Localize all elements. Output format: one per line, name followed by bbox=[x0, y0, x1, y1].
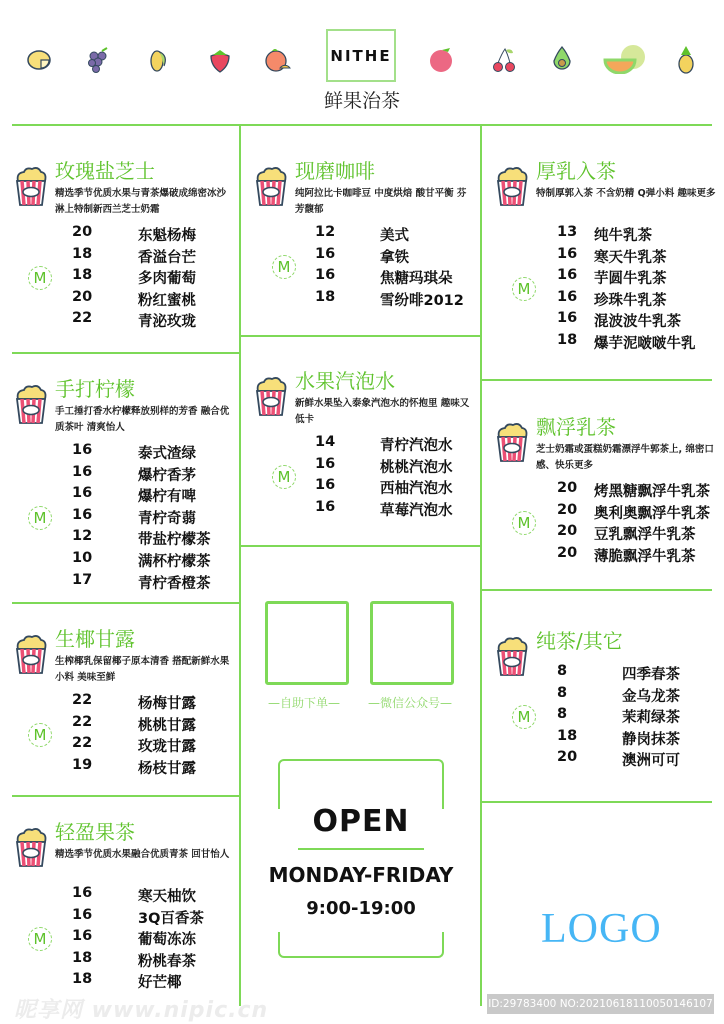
item-price: 16 bbox=[72, 485, 93, 502]
open-heading: OPEN bbox=[312, 804, 410, 839]
item-name: 草莓汽泡水 bbox=[380, 502, 453, 519]
item-name: 混波波牛乳茶 bbox=[594, 314, 681, 331]
item-price: 14 bbox=[315, 434, 336, 450]
section-description: 纯阿拉比卡咖啡豆 中度烘焙 酸甘平衡 芬芳馥郁 bbox=[295, 188, 467, 215]
section-description: 生榨椰乳保留椰子原本清香 搭配新鲜水果小料 美味至鲜 bbox=[55, 656, 230, 683]
item-name: 澳洲可可 bbox=[622, 753, 680, 770]
divider bbox=[12, 602, 240, 604]
item-price: 19 bbox=[72, 756, 93, 773]
divider bbox=[12, 352, 240, 354]
item-name: 青泌玫珑 bbox=[138, 314, 196, 331]
item-name: 珍珠牛乳茶 bbox=[594, 292, 667, 309]
item-price: 18 bbox=[315, 288, 336, 305]
shop-subtitle: 鲜果治茶 bbox=[323, 90, 400, 112]
item-price: 16 bbox=[315, 267, 336, 284]
popcorn-icon bbox=[14, 828, 48, 868]
item-price: 10 bbox=[72, 549, 93, 566]
self-order-label: —自助下单— bbox=[268, 696, 341, 710]
item-name: 美式 bbox=[380, 228, 409, 244]
item-price: 16 bbox=[557, 267, 578, 284]
item-price: 16 bbox=[315, 245, 336, 262]
item-price: 18 bbox=[72, 971, 93, 988]
item-price: 20 bbox=[557, 480, 578, 496]
section-title: 轻盈果茶 bbox=[55, 820, 135, 844]
item-price: 20 bbox=[557, 544, 578, 561]
pineapple-icon bbox=[673, 44, 699, 74]
section-title: 厚乳入茶 bbox=[536, 159, 616, 183]
divider bbox=[12, 795, 240, 797]
item-price: 18 bbox=[557, 727, 578, 744]
open-days: MONDAY-FRIDAY bbox=[268, 863, 454, 887]
item-name: 好芒椰 bbox=[138, 975, 182, 992]
item-name: 焦糖玛琪朵 bbox=[380, 271, 453, 288]
section-title: 手打柠檬 bbox=[55, 377, 135, 401]
item-price: 22 bbox=[72, 310, 93, 327]
logo-placeholder: LOGO bbox=[541, 906, 662, 952]
strawberry-icon bbox=[205, 44, 235, 74]
size-badge: M bbox=[272, 465, 296, 489]
item-name: 四季春茶 bbox=[622, 667, 680, 683]
item-name: 葡萄冻冻 bbox=[138, 932, 196, 949]
watermark-id: ID:29783400 NO:20210618110050146107 bbox=[487, 994, 714, 1014]
hours-frame bbox=[278, 759, 444, 959]
item-name: 拿铁 bbox=[380, 249, 409, 266]
item-price: 8 bbox=[557, 684, 568, 701]
item-price: 16 bbox=[72, 442, 93, 458]
item-price: 8 bbox=[557, 706, 568, 723]
item-price: 16 bbox=[557, 245, 578, 262]
lemon-icon bbox=[25, 44, 55, 74]
popcorn-icon bbox=[14, 635, 48, 675]
item-price: 18 bbox=[72, 267, 93, 284]
item-price: 18 bbox=[557, 331, 578, 348]
item-name: 杨枝甘露 bbox=[138, 760, 196, 777]
item-name: 桃桃汽泡水 bbox=[380, 459, 453, 476]
item-price: 22 bbox=[72, 713, 93, 730]
size-badge: M bbox=[512, 511, 536, 535]
section-title: 生椰甘露 bbox=[55, 627, 135, 651]
item-price: 18 bbox=[72, 245, 93, 262]
section-title: 纯茶/其它 bbox=[536, 629, 623, 653]
item-name: 带盐柠檬茶 bbox=[138, 532, 211, 549]
item-name: 多肉葡萄 bbox=[138, 271, 196, 288]
item-name: 爆芋泥啵啵牛乳 bbox=[594, 335, 696, 352]
watermark-site: 昵享网 www.nipic.cn bbox=[14, 998, 269, 1023]
item-name: 西柚汽泡水 bbox=[380, 481, 453, 498]
popcorn-icon bbox=[254, 377, 288, 417]
item-name: 满杯柠檬茶 bbox=[138, 553, 211, 570]
popcorn-icon bbox=[495, 167, 529, 207]
item-name: 纯牛乳茶 bbox=[594, 228, 652, 244]
avocado-icon bbox=[547, 44, 577, 74]
item-name: 青柠汽泡水 bbox=[380, 438, 453, 454]
section-description: 精选季节优质水果融合优质青茶 回甘怡人 bbox=[55, 849, 230, 860]
open-time: 9:00-19:00 bbox=[306, 898, 416, 919]
item-name: 泰式渣绿 bbox=[138, 446, 196, 462]
item-price: 16 bbox=[315, 477, 336, 494]
item-price: 16 bbox=[72, 906, 93, 923]
item-name: 粉红蜜桃 bbox=[138, 292, 196, 309]
item-name: 杨梅甘露 bbox=[138, 696, 196, 712]
item-price: 12 bbox=[315, 224, 336, 240]
section-description: 新鲜水果坠入泰象汽泡水的怀抱里 趣味又低卡 bbox=[295, 398, 470, 425]
item-name: 寒天柚饮 bbox=[138, 889, 196, 905]
item-price: 17 bbox=[72, 571, 93, 588]
size-badge: M bbox=[28, 927, 52, 951]
grape-icon bbox=[84, 44, 114, 74]
item-price: 22 bbox=[72, 692, 93, 708]
item-price: 13 bbox=[557, 224, 578, 240]
item-name: 青柠香橙茶 bbox=[138, 575, 211, 592]
brand-logo-box: NITHE bbox=[326, 29, 396, 82]
self-order-qr-code[interactable] bbox=[265, 601, 349, 685]
mango-icon bbox=[144, 44, 174, 74]
item-name: 薄脆飘浮牛乳茶 bbox=[594, 548, 696, 565]
item-name: 3Q百香茶 bbox=[138, 910, 204, 927]
divider bbox=[481, 379, 712, 381]
item-name: 粉桃春茶 bbox=[138, 953, 196, 970]
apple-icon bbox=[426, 44, 456, 74]
popcorn-icon bbox=[495, 423, 529, 463]
item-price: 16 bbox=[315, 498, 336, 515]
divider bbox=[298, 848, 424, 850]
popcorn-icon bbox=[14, 167, 48, 207]
section-description: 芝士奶霜或蛋糕奶霜漂浮牛郭茶上, 绵密口感、快乐更多 bbox=[536, 444, 714, 471]
item-name: 烤黑糖飘浮牛乳茶 bbox=[594, 484, 710, 500]
item-price: 8 bbox=[557, 663, 568, 679]
item-name: 雪纷啡2012 bbox=[380, 292, 464, 309]
item-price: 22 bbox=[72, 735, 93, 752]
section-description: 精选季节优质水果与青茶爆破成绵密冰沙 淋上特制新西兰芝士奶霜 bbox=[55, 188, 227, 215]
wechat-qr-code[interactable] bbox=[370, 601, 454, 685]
item-price: 20 bbox=[72, 224, 93, 240]
item-name: 静岗抹茶 bbox=[622, 731, 680, 748]
divider bbox=[240, 545, 481, 547]
item-price: 16 bbox=[72, 928, 93, 945]
item-name: 寒天牛乳茶 bbox=[594, 249, 667, 266]
item-price: 16 bbox=[72, 463, 93, 480]
item-name: 金乌龙茶 bbox=[622, 688, 680, 705]
item-name: 青柠奇蒻 bbox=[138, 510, 196, 527]
section-title: 玫瑰盐芝士 bbox=[55, 159, 155, 183]
item-name: 茉莉绿茶 bbox=[622, 710, 680, 727]
popcorn-icon bbox=[14, 385, 48, 425]
popcorn-icon bbox=[254, 167, 288, 207]
section-title: 飘浮乳茶 bbox=[536, 415, 616, 439]
item-name: 东魁杨梅 bbox=[138, 228, 196, 244]
item-name: 爆柠香茅 bbox=[138, 467, 196, 484]
item-price: 20 bbox=[557, 501, 578, 518]
cherry-icon bbox=[489, 44, 519, 74]
item-price: 16 bbox=[72, 506, 93, 523]
item-name: 桃桃甘露 bbox=[138, 717, 196, 734]
orange-icon bbox=[262, 44, 292, 74]
item-price: 16 bbox=[557, 288, 578, 305]
size-badge: M bbox=[28, 506, 52, 530]
size-badge: M bbox=[28, 723, 52, 747]
size-badge: M bbox=[512, 705, 536, 729]
popcorn-icon bbox=[495, 637, 529, 677]
item-price: 20 bbox=[557, 523, 578, 540]
section-description: 手工捶打香水柠檬释放别样的芳香 融合优质茶叶 清爽怡人 bbox=[55, 406, 230, 433]
item-name: 爆柠有啤 bbox=[138, 489, 196, 506]
section-description: 特制厚郭入茶 不含奶精 Q弹小料 趣味更多 bbox=[536, 188, 716, 199]
item-price: 12 bbox=[72, 528, 93, 545]
item-name: 豆乳飘浮牛乳茶 bbox=[594, 527, 696, 544]
wechat-label: —微信公众号— bbox=[368, 696, 453, 710]
item-price: 16 bbox=[72, 885, 93, 901]
item-name: 奥利奥飘浮牛乳茶 bbox=[594, 505, 710, 522]
item-name: 芋圆牛乳茶 bbox=[594, 271, 667, 288]
melon-icon bbox=[603, 44, 651, 74]
section-title: 现磨咖啡 bbox=[295, 159, 375, 183]
divider bbox=[240, 335, 481, 337]
item-name: 玫珑甘露 bbox=[138, 739, 196, 756]
item-price: 18 bbox=[72, 949, 93, 966]
size-badge: M bbox=[512, 277, 536, 301]
section-title: 水果汽泡水 bbox=[295, 369, 395, 393]
size-badge: M bbox=[272, 255, 296, 279]
item-price: 20 bbox=[557, 749, 578, 766]
item-name: 香溢台芒 bbox=[138, 249, 196, 266]
item-price: 16 bbox=[557, 310, 578, 327]
item-price: 20 bbox=[72, 288, 93, 305]
item-price: 16 bbox=[315, 455, 336, 472]
size-badge: M bbox=[28, 266, 52, 290]
divider bbox=[12, 124, 712, 126]
divider bbox=[481, 801, 712, 803]
divider bbox=[481, 589, 712, 591]
